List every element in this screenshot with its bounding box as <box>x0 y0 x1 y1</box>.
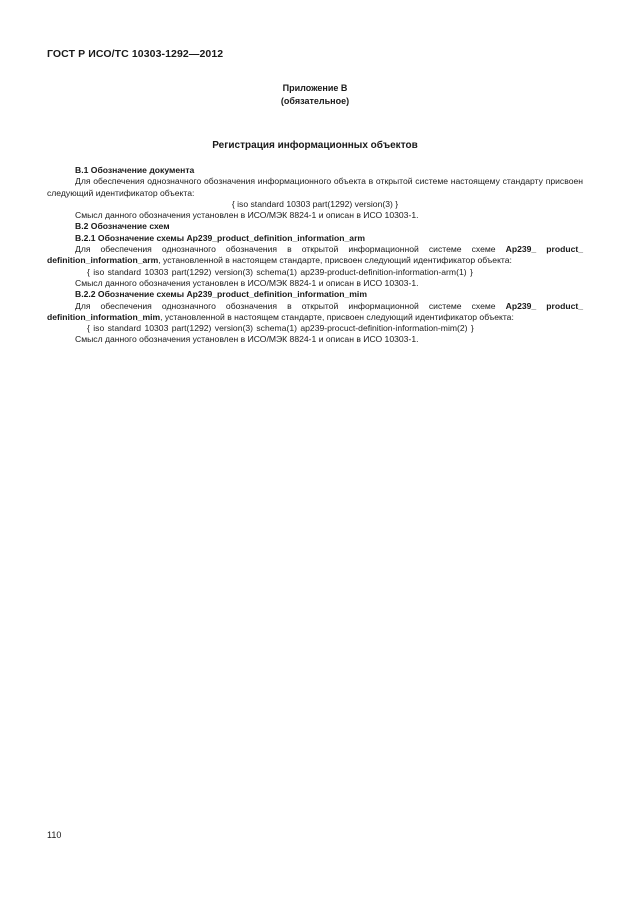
b21-heading: В.2.1 Обозначение схемы Ap239_product_definition_information_arm <box>75 232 366 243</box>
appendix-status: (обязательное) <box>280 95 350 106</box>
appendix-title: Приложение В <box>282 83 348 93</box>
b1-text: Для обеспечения однозначного обозначения информационного объекта в открытой системе настоящему стандарту присвоен следующий идентификатор объекта: <box>47 176 583 198</box>
b22-text-after: , установленной в настоящем стандарте, присвоен следующий идентификатор объекта: <box>160 311 514 322</box>
b21-text-before: Для обеспечения однозначного обозначения в открытой информационной системе схеме <box>75 244 506 255</box>
b21-note: Смысл данного обозначения установлен в ИСО/МЭК 8824-1 и описан в ИСО 10303-1. <box>75 277 419 288</box>
standard-header: ГОСТ Р ИСО/ТС 10303-1292—2012 <box>47 48 224 60</box>
b22-text <box>47 301 583 324</box>
b21-schema-name: Ap239_ product_ definition_information_arm <box>47 244 584 266</box>
b22-text-before: Для обеспечения однозначного обозначения в открытой информационной системе схеме <box>75 300 506 311</box>
appendix-heading <box>0 82 630 107</box>
document-body <box>47 165 583 346</box>
b21-identifier: { iso standard 10303 part(1292) version(3) schema(1) ap239-product-definition-information-arm(1) } <box>87 266 473 277</box>
b21-text-after: , установленной в настоящем стандарте, присвоен следующий идентификатор объекта: <box>158 255 512 266</box>
b22-note: Смысл данного обозначения установлен в ИСО/МЭК 8824-1 и описан в ИСО 10303-1. <box>75 334 419 345</box>
b22-heading: В.2.2 Обозначение схемы Ap239_product_definition_information_mim <box>75 289 367 300</box>
section-title: Регистрация информационных объектов <box>212 140 418 151</box>
b1-note: Смысл данного обозначения установлен в ИСО/МЭК 8824-1 и описан в ИСО 10303-1. <box>75 210 419 221</box>
page-number: 110 <box>47 830 62 840</box>
b22-identifier: { iso standard 10303 part(1292) version(3) schema(1) ap239-procuct-definition-information-mim(2) } <box>87 323 474 334</box>
b1-identifier: { iso standard 10303 part(1292) version(3) } <box>231 198 399 209</box>
b1-heading: В.1 Обозначение документа <box>75 165 195 175</box>
b22-schema-name: Ap239_ product_ definition_information_mim <box>47 300 584 322</box>
b2-heading: В.2 Обозначение схем <box>75 221 170 232</box>
b21-text <box>47 244 583 267</box>
